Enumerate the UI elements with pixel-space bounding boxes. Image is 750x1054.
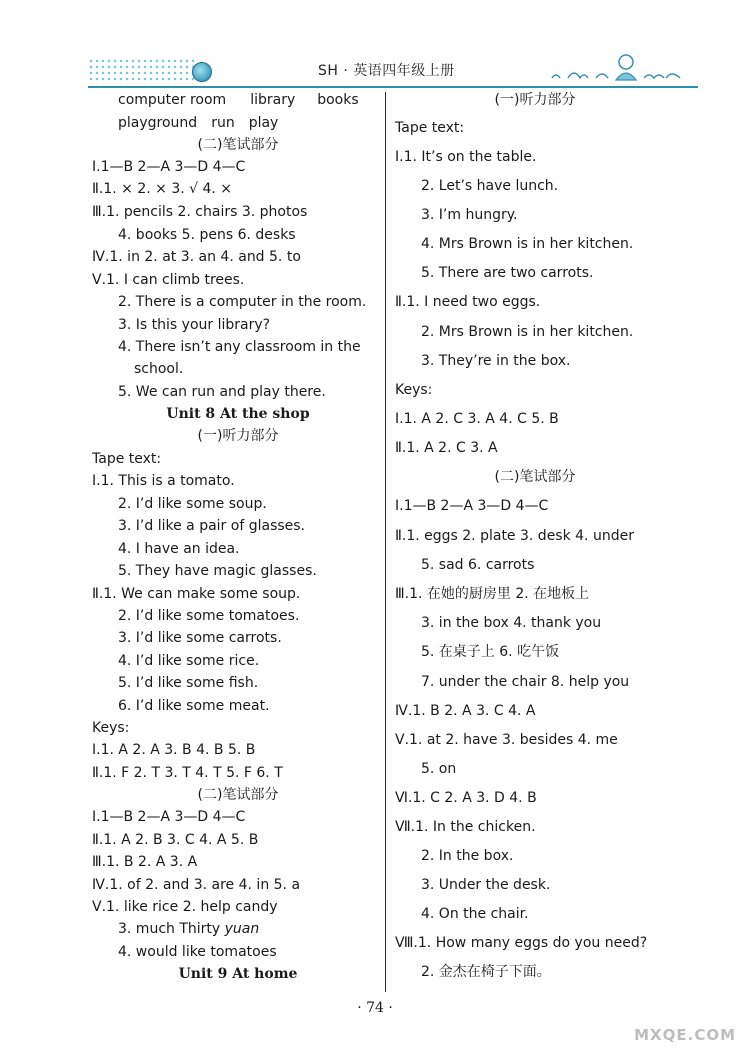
tape-line: 5. I’d like some fish. bbox=[118, 675, 259, 691]
vocab-word: library bbox=[250, 92, 296, 108]
answer-line: Ⅵ.1. C 2. A 3. D 4. B bbox=[395, 790, 537, 806]
vocab-word: playground bbox=[118, 115, 198, 131]
answer-line: 5. 在桌子上 6. 吃午饭 bbox=[421, 644, 560, 660]
keys-label: Keys: bbox=[92, 720, 130, 736]
answer-line: 5. We can run and play there. bbox=[118, 384, 326, 400]
answer-line: Ⅳ.1. of 2. and 3. are 4. in 5. a bbox=[92, 877, 301, 893]
key-line: Ⅰ.1. A 2. C 3. A 4. C 5. B bbox=[395, 411, 559, 427]
column-divider bbox=[385, 92, 386, 992]
tape-line: 3. I’m hungry. bbox=[421, 207, 518, 223]
answer-line: 4. would like tomatoes bbox=[118, 944, 277, 960]
answer-line: Ⅱ.1. A 2. B 3. C 4. A 5. B bbox=[92, 832, 259, 848]
unit-heading: Unit 8 At the shop bbox=[166, 406, 310, 422]
header-title: SH · 英语四年级上册 bbox=[318, 63, 455, 79]
answer-line: Ⅲ.1. 在她的厨房里 2. 在地板上 bbox=[395, 586, 590, 602]
tape-text-label: Tape text: bbox=[92, 451, 162, 467]
tape-line: Ⅰ.1. This is a tomato. bbox=[92, 473, 235, 489]
tape-line: 5. They have magic glasses. bbox=[118, 563, 317, 579]
tape-line: 2. I’d like some soup. bbox=[118, 496, 267, 512]
section-heading: (一)听力部分 bbox=[494, 92, 576, 108]
vocab-line-1 bbox=[118, 90, 359, 110]
tape-line: Ⅰ.1. It’s on the table. bbox=[395, 149, 537, 165]
answer-line: Ⅴ.1. I can climb trees. bbox=[92, 272, 245, 288]
answer-line: school. bbox=[134, 361, 184, 377]
answer-line: Ⅴ.1. at 2. have 3. besides 4. me bbox=[395, 732, 618, 748]
watermark bbox=[602, 1000, 742, 1048]
answer-line: 2. 金杰在椅子下面。 bbox=[421, 964, 551, 980]
tape-line: 4. Mrs Brown is in her kitchen. bbox=[421, 236, 634, 252]
keys-label: Keys: bbox=[395, 382, 433, 398]
header-decoration-icon bbox=[548, 48, 688, 84]
tape-line: 3. I’d like some carrots. bbox=[118, 630, 282, 646]
tape-line: 2. I’d like some tomatoes. bbox=[118, 608, 300, 624]
answer-line: Ⅰ.1—B 2—A 3—D 4—C bbox=[92, 159, 246, 175]
answer-line: Ⅱ.1. × 2. × 3. √ 4. × bbox=[92, 181, 233, 197]
answer-line: Ⅳ.1. B 2. A 3. C 4. A bbox=[395, 703, 536, 719]
vocab-word: books bbox=[317, 92, 359, 108]
answer-line: 7. under the chair 8. help you bbox=[421, 674, 630, 690]
tape-line: Ⅱ.1. We can make some soup. bbox=[92, 586, 301, 602]
answer-line: 3. in the box 4. thank you bbox=[421, 615, 602, 631]
header-rule bbox=[88, 86, 698, 88]
answer-line: Ⅴ.1. like rice 2. help candy bbox=[92, 899, 278, 915]
answer-line: Ⅱ.1. eggs 2. plate 3. desk 4. under bbox=[395, 528, 634, 544]
answer-line: 5. on bbox=[421, 761, 457, 777]
header-dot-pattern bbox=[88, 58, 198, 84]
answer-line: 2. In the box. bbox=[421, 848, 514, 864]
vocab-word: computer room bbox=[118, 92, 227, 108]
section-heading: (二)笔试部分 bbox=[197, 137, 279, 153]
vocab-line-2 bbox=[118, 113, 278, 133]
answer-line: Ⅷ.1. How many eggs do you need? bbox=[395, 935, 648, 951]
tape-line: 2. Let’s have lunch. bbox=[421, 178, 559, 194]
answer-text-italic: yuan bbox=[224, 921, 260, 937]
answer-line: 4. books 5. pens 6. desks bbox=[118, 227, 296, 243]
watermark-text: MXQE.COM bbox=[634, 1026, 736, 1044]
answer-line: 3. Is this your library? bbox=[118, 317, 271, 333]
tape-line: 2. Mrs Brown is in her kitchen. bbox=[421, 324, 634, 340]
answer-line: 2. There is a computer in the room. bbox=[118, 294, 367, 310]
tape-line: 4. I have an idea. bbox=[118, 541, 240, 557]
answer-line: Ⅲ.1. B 2. A 3. A bbox=[92, 854, 198, 870]
tape-line: 4. I’d like some rice. bbox=[118, 653, 260, 669]
tape-line: 3. They’re in the box. bbox=[421, 353, 571, 369]
header-circle-icon bbox=[192, 62, 212, 82]
answer-line: 5. sad 6. carrots bbox=[421, 557, 535, 573]
vocab-word: play bbox=[248, 115, 279, 131]
answer-line: Ⅶ.1. In the chicken. bbox=[395, 819, 536, 835]
unit-heading: Unit 9 At home bbox=[178, 966, 298, 982]
answer-line: 4. On the chair. bbox=[421, 906, 529, 922]
answer-line bbox=[118, 919, 259, 939]
section-heading: (二)笔试部分 bbox=[494, 469, 576, 485]
answer-line: Ⅲ.1. pencils 2. chairs 3. photos bbox=[92, 204, 308, 220]
tape-line: 6. I’d like some meat. bbox=[118, 698, 270, 714]
tape-line: 5. There are two carrots. bbox=[421, 265, 594, 281]
answer-line: Ⅰ.1—B 2—A 3—D 4—C bbox=[395, 498, 549, 514]
answer-line: Ⅳ.1. in 2. at 3. an 4. and 5. to bbox=[92, 249, 301, 265]
key-line: Ⅱ.1. F 2. T 3. T 4. T 5. F 6. T bbox=[92, 765, 283, 781]
vocab-word: run bbox=[211, 115, 235, 131]
section-heading: (一)听力部分 bbox=[197, 428, 279, 444]
tape-line: Ⅱ.1. I need two eggs. bbox=[395, 294, 541, 310]
answer-line: 3. Under the desk. bbox=[421, 877, 551, 893]
answer-text: 3. much Thirty bbox=[118, 921, 221, 937]
key-line: Ⅱ.1. A 2. C 3. A bbox=[395, 440, 498, 456]
section-heading: (二)笔试部分 bbox=[197, 787, 279, 803]
key-line: Ⅰ.1. A 2. A 3. B 4. B 5. B bbox=[92, 742, 256, 758]
tape-text-label: Tape text: bbox=[395, 120, 465, 136]
page-header bbox=[0, 0, 750, 90]
answer-line: Ⅰ.1—B 2—A 3—D 4—C bbox=[92, 809, 246, 825]
tape-line: 3. I’d like a pair of glasses. bbox=[118, 518, 306, 534]
page-number: · 74 · bbox=[357, 1000, 393, 1016]
answer-line: 4. There isn’t any classroom in the bbox=[118, 339, 361, 355]
